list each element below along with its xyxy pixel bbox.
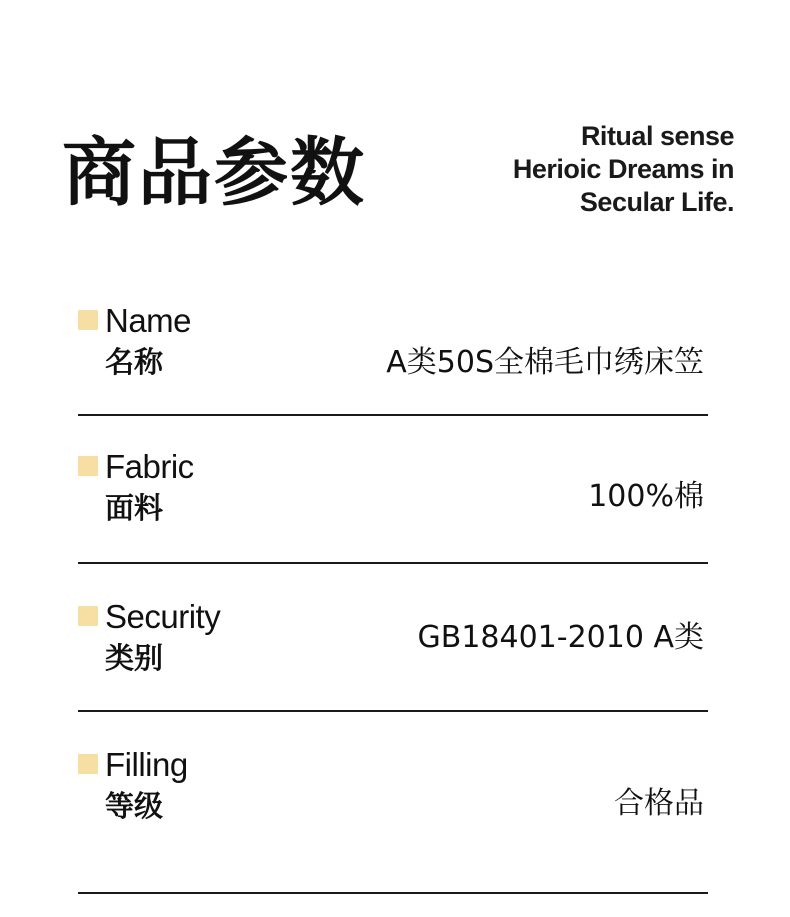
divider xyxy=(78,892,708,894)
spec-label-en: Name xyxy=(105,302,192,339)
spec-value: GB18401-2010 A类 xyxy=(417,620,704,655)
page-title: 商品参数 xyxy=(62,130,366,216)
tagline-line-1: Ritual sense xyxy=(580,121,734,151)
tagline xyxy=(513,120,734,219)
spec-label-cn: 名称 xyxy=(105,345,164,379)
spec-value: A类50S全棉毛巾绣床笠 xyxy=(386,345,704,380)
marker-square-icon xyxy=(78,456,98,476)
spec-label-cn: 类别 xyxy=(105,641,164,675)
spec-label-en: Filling xyxy=(105,746,188,783)
spec-label-cn: 等级 xyxy=(105,789,164,823)
divider xyxy=(78,414,708,416)
spec-label-en: Security xyxy=(105,598,221,635)
marker-square-icon xyxy=(78,310,98,330)
tagline-line-3: Secular Life. xyxy=(579,187,734,217)
tagline-line-2: Herioic Dreams in xyxy=(512,154,734,184)
marker-square-icon xyxy=(78,754,98,774)
spec-value: 100%棉 xyxy=(588,479,704,514)
spec-value: 合格品 xyxy=(614,786,704,821)
marker-square-icon xyxy=(78,606,98,626)
divider xyxy=(78,710,708,712)
spec-label-en: Fabric xyxy=(105,448,194,485)
spec-label-cn: 面料 xyxy=(105,491,164,525)
divider xyxy=(78,562,708,564)
